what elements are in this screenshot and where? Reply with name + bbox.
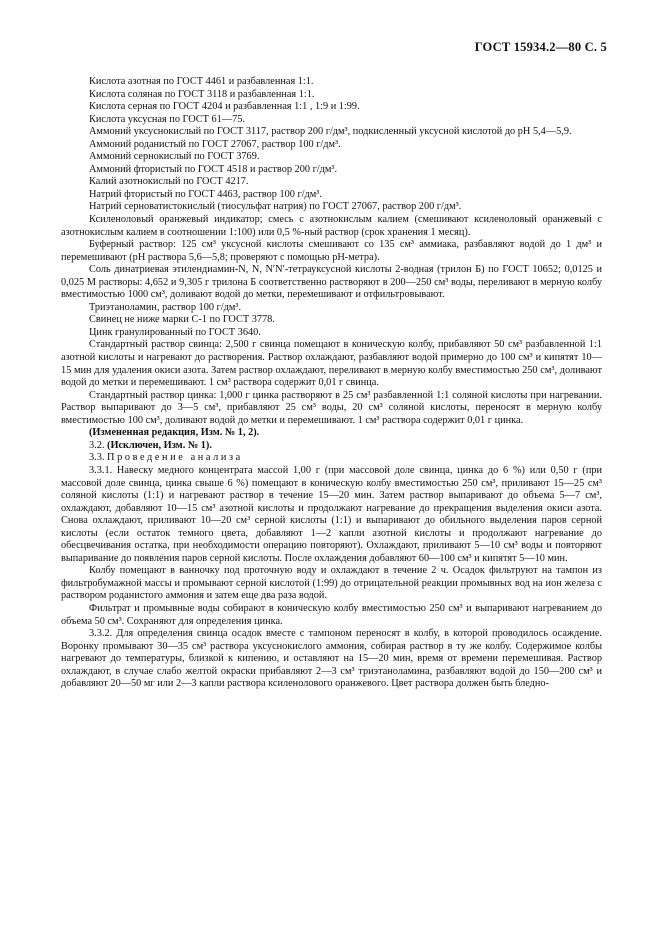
- paragraph: Колбу помещают в ванночку под проточную воду и охлаждают в течение 2 ч. Осадок фильтруют на тампон из фильтробумажной массы и промывают серной кислотой (1:99) до отрицательной реакции промывных вод на ион железа с раствором роданистого аммония и затем еще два раза водой.: [61, 565, 602, 602]
- document-body: [61, 76, 602, 691]
- paragraph: Свинец не ниже марки С-1 по ГОСТ 3778.: [89, 314, 275, 326]
- section-number: 3.2.: [89, 439, 105, 451]
- page-header: ГОСТ 15934.2—80 С. 5: [474, 40, 607, 54]
- section-3-2: [61, 440, 602, 453]
- paragraph: Кислота азотная по ГОСТ 4461 и разбавленная 1:1.: [89, 76, 314, 87]
- paragraph: Калий азотнокислый по ГОСТ 4217.: [89, 176, 249, 188]
- paragraph: 3.3.1. Навеску медного концентрата массой 1,00 г (при массовой доле свинца, цинка до 6 %) или 0,50 г (при массовой доле свинца, цинка свыше 6 %) помещают в коническую колбу вместимостью 250 см³, приливают 15—25 см³ соляной кислоты (1:1) и нагревают раствор в течение 15—20 мин. Затем раствор выпаривают до объема 5—7 см³, охлаждают, добавляют 10—15 см³ азотной кислоты и продолжают нагревание до прекращения выделения окиси азота. Снова охлаждают, приливают 10—20 см³ серной кислоты (1:1) и выпаривают до обильного выделения паров серной кислоты (если остаток темного цвета, добавляют 1—2 капли азотной кислоты и продолжают нагревание до обесцвечивания остатка, при необходимости операцию повторяют). Охлаждают, приливают 5—10 см³ воды и повторяют выпаривание до появления паров серной кислоты. После охлаждения добавляют 60—100 см³ и кипятят 5—10 мин.: [61, 464, 602, 564]
- paragraph: Натрий серноватистокислый (тиосульфат натрия) по ГОСТ 27067, раствор 200 г/дм³.: [89, 201, 462, 213]
- paragraph: Цинк гранулированный по ГОСТ 3640.: [89, 326, 261, 338]
- paragraph: Кислота уксусная по ГОСТ 61—75.: [89, 113, 245, 125]
- section-heading: Проведение анализа: [107, 452, 243, 464]
- paragraph: Триэтаноламин, раствор 100 г/дм³.: [89, 301, 242, 313]
- paragraph: Кислота серная по ГОСТ 4204 и разбавленная 1:1 , 1:9 и 1:99.: [89, 101, 360, 113]
- paragraph: Аммоний уксуснокислый по ГОСТ 3117, раствор 200 г/дм³, подкисленный уксусной кислотой до pH 5,4—5,9.: [89, 126, 572, 138]
- paragraph: Аммоний роданистый по ГОСТ 27067, раствор 100 г/дм³.: [89, 138, 341, 150]
- paragraph: Буферный раствор: 125 см³ уксусной кислоты смешивают со 135 см³ аммиака, разбавляют водой до 1 дм³ и перемешивают (pH раствора 5,6—5,8; проверяют с помощью pH-метра).: [61, 239, 602, 263]
- paragraph: Соль динатриевая этилендиамин-N, N, N′N′-тетрауксусной кислоты 2-водная (трилон Б) по ГОСТ 10652; 0,0125 и 0,025 М растворы: 4,652 и 9,305 г трилона Б соответственно растворяют в 200—250 см³ воды, переливают в мерную колбу вместимостью 1000 см³, доливают водой до метки, перемешивают и отфильтровывают.: [61, 264, 602, 301]
- amendment-note: (Измененная редакция, Изм. № 1, 2).: [89, 427, 260, 439]
- paragraph: Стандартный раствор цинка: 1,000 г цинка растворяют в 25 см³ разбавленной 1:1 соляной кислоты при нагревании. Раствор выпаривают до 3—5 см³, прибавляют 25 см³ воды, 20 см³ соляной кислоты, переносят в мерную колбу вместимостью 100 см³, доливают водой до метки и перемешивают. 1 см³ раствора содержит 0,01 г цинка.: [61, 389, 602, 426]
- paragraph: Стандартный раствор свинца: 2,500 г свинца помещают в коническую колбу, прибавляют 50 см³ разбавленной 1:1 азотной кислоты и нагревают до растворения. Раствор охлаждают, разбавляют водой примерно до 100 см³ и кипятят 10—15 мин для удаления окиси азота. Затем раствор охлаждают, переливают в мерную колбу вместимостью 250 см³, доливают водой до метки и перемешивают. 1 см³ раствора содержит 0,01 г свинца.: [61, 339, 602, 389]
- paragraph: Аммоний фтористый по ГОСТ 4518 и раствор 200 г/дм³.: [89, 163, 338, 175]
- section-3-3: [61, 452, 602, 465]
- section-number: 3.3.: [89, 452, 105, 464]
- section-excluded-note: (Исключен, Изм. № 1).: [107, 439, 212, 451]
- paragraph: Натрий фтористый по ГОСТ 4463, раствор 100 г/дм³.: [89, 188, 322, 200]
- paragraph: Кислота соляная по ГОСТ 3118 и разбавленная 1:1.: [89, 88, 315, 100]
- paragraph: Аммоний сернокислый по ГОСТ 3769.: [89, 151, 260, 163]
- paragraph: Ксиленоловый оранжевый индикатор; смесь с азотнокислым калием (смешивают ксиленоловый оранжевый с азотнокислым калием в соотношении 1:100) или 0,5 %-ный раствор (срок хранения 1 месяц).: [61, 214, 602, 238]
- paragraph: 3.3.2. Для определения свинца осадок вместе с тампоном переносят в колбу, в которой проводилось осаждение. Воронку промывают 30—35 см³ раствора уксуснокислого аммония, собирая раствор в ту же колбу. Содержимое колбы нагревают до температуры, близкой к кипению, и оставляют на 15—20 мин, время от времени перемешивая. Раствор охлаждают, в случае слабо желтой окраски прибавляют 2—3 см³ триэтаноламина, разбавляют водой до 150—200 см³ и добавляют 20—50 мг или 2—3 капли раствора ксиленолового оранжевого. Цвет раствора должен быть бледно-: [61, 628, 602, 690]
- paragraph: Фильтрат и промывные воды собирают в коническую колбу вместимостью 250 см³ и выпаривают нагреванием до объема 50 см³. Сохраняют для определения цинка.: [61, 602, 602, 627]
